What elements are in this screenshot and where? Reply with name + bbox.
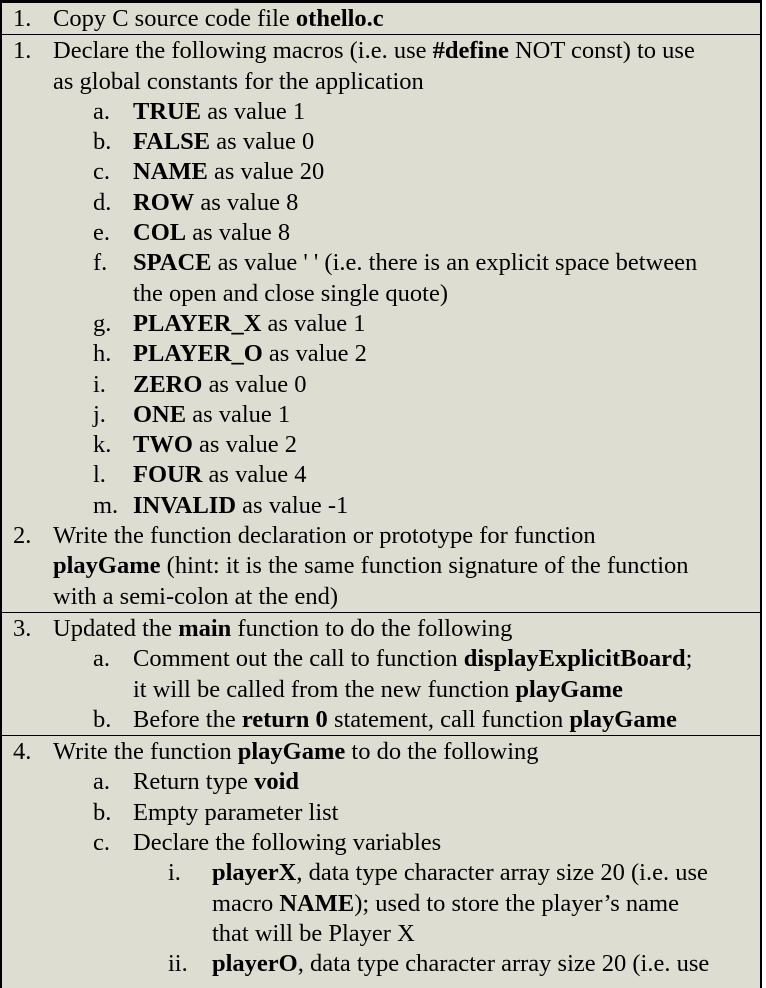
list-item: [2, 430, 760, 460]
list-item-line: [133, 248, 760, 278]
list-item-label: c.: [93, 829, 110, 857]
list-item-line: [133, 460, 760, 490]
list-item-label: b.: [93, 705, 112, 733]
text-run: the open and close single quote): [133, 279, 449, 307]
list-item-line: [133, 339, 760, 369]
text-run: that will be Player X: [212, 919, 415, 947]
list-item-label: f.: [93, 249, 108, 277]
text-run: Write the function declaration or prototype for function: [53, 522, 596, 550]
list-item-line: [133, 127, 760, 157]
list-item: [2, 798, 760, 828]
bold-term: FALSE: [133, 128, 211, 156]
list-item-line: [133, 644, 760, 674]
list-item: [2, 858, 760, 949]
table-row-section-2: [2, 35, 760, 613]
list-item-label: c.: [93, 158, 110, 186]
text-run: as global constants for the application: [53, 67, 424, 95]
list-item-line: [212, 889, 760, 919]
list-item-line: [53, 67, 760, 97]
list-item: [2, 828, 760, 858]
bold-term: playGame: [53, 552, 161, 580]
list-item-label: l.: [93, 461, 106, 489]
text-run: as value 8: [186, 219, 291, 247]
list-item-line: [133, 675, 760, 705]
bold-term: PLAYER_X: [133, 309, 262, 337]
text-run: Declare the following macros (i.e. use: [53, 37, 433, 65]
list-item-line: [212, 949, 760, 979]
list-item-label: 3.: [13, 614, 32, 642]
list-item-line: [133, 400, 760, 430]
text-run: Declare the following variables: [133, 829, 442, 857]
table-row-section-3: [2, 613, 760, 736]
list-item: [2, 521, 760, 612]
text-run: , data type character array size 20 (i.e. use: [297, 950, 710, 978]
list-item: [2, 400, 760, 430]
bold-term: displayExplicitBoard: [463, 645, 686, 673]
text-run: as value 0: [202, 370, 307, 398]
list-item-label: d.: [93, 188, 112, 216]
bold-term: ONE: [133, 400, 187, 428]
text-run: it will be called from the new function: [133, 675, 516, 703]
list-item-label: i.: [168, 859, 181, 887]
list-item: [2, 188, 760, 218]
list-item-line: [133, 491, 760, 521]
text-run: as value 2: [192, 431, 297, 459]
list-item: [2, 127, 760, 157]
table-row-section-4: [2, 736, 760, 979]
list-item-line: [53, 582, 760, 612]
list-item-label: j.: [93, 400, 106, 428]
text-run: Empty parameter list: [133, 798, 339, 826]
list-item: [2, 737, 760, 767]
list-item: [2, 949, 760, 979]
list-item: [2, 4, 760, 34]
list-item: [2, 644, 760, 705]
list-item-line: [53, 521, 760, 551]
list-item-line: [133, 828, 760, 858]
text-run: (hint: it is the same function signature of the function: [160, 552, 689, 580]
bold-term: playGame: [515, 675, 623, 703]
text-run: Comment out the call to function: [133, 645, 464, 673]
text-run: ;: [685, 645, 693, 673]
text-run: NOT const) to use: [508, 37, 695, 65]
bold-term: COL: [133, 219, 187, 247]
text-run: ); used to store the player’s name: [354, 889, 679, 917]
list-item-line: [53, 614, 760, 644]
list-item-line: [133, 309, 760, 339]
list-item-line: [133, 97, 760, 127]
bold-term: #define: [432, 37, 509, 65]
list-item-line: [133, 188, 760, 218]
list-item-label: b.: [93, 128, 112, 156]
list-item-label: k.: [93, 431, 112, 459]
bold-term: NAME: [133, 158, 208, 186]
text-run: Write the function: [53, 738, 238, 766]
list-item: [2, 705, 760, 735]
list-item-label: a.: [93, 645, 110, 673]
text-run: as value ' ' (i.e. there is an explicit space between: [211, 249, 698, 277]
list-item-label: 1.: [13, 37, 32, 65]
list-item-label: h.: [93, 340, 112, 368]
text-run: with a semi-colon at the end): [53, 582, 339, 610]
list-item-label: g.: [93, 309, 112, 337]
text-run: as value 4: [202, 461, 307, 489]
list-item: [2, 36, 760, 97]
bold-term: playGame: [569, 705, 677, 733]
list-item-line: [133, 218, 760, 248]
list-item: [2, 97, 760, 127]
list-item: [2, 218, 760, 248]
list-item-label: 1.: [13, 5, 32, 32]
list-item: [2, 339, 760, 369]
list-item: [2, 157, 760, 187]
text-run: as value 0: [210, 128, 315, 156]
bold-term: main: [178, 614, 232, 642]
list-item-line: [212, 858, 760, 888]
bold-term: playerO: [212, 950, 298, 978]
list-item-line: [133, 767, 760, 797]
text-run: as value 8: [194, 188, 299, 216]
text-run: Copy C source code file: [53, 5, 296, 32]
list-item-label: a.: [93, 768, 110, 796]
list-item: [2, 767, 760, 797]
list-item-line: [53, 36, 760, 66]
bold-term: TWO: [133, 431, 193, 459]
bold-term: ZERO: [133, 370, 203, 398]
text-run: Return type: [133, 768, 255, 796]
list-item: [2, 614, 760, 644]
list-item-line: [53, 737, 760, 767]
list-item-label: 4.: [13, 738, 32, 766]
text-run: as value 20: [207, 158, 325, 186]
text-run: as value 2: [262, 340, 367, 368]
list-item-line: [133, 370, 760, 400]
text-run: Before the: [133, 705, 242, 733]
list-item-label: a.: [93, 97, 110, 125]
bold-term: void: [254, 768, 300, 796]
list-item-label: 2.: [13, 522, 32, 550]
bold-term: return 0: [241, 705, 328, 733]
bold-term: INVALID: [133, 491, 237, 519]
text-run: as value -1: [236, 491, 349, 519]
list-item-label: i.: [93, 370, 106, 398]
list-item-label: e.: [93, 219, 110, 247]
text-run: as value 1: [201, 97, 306, 125]
bold-term: PLAYER_O: [133, 340, 263, 368]
list-item-line: [133, 279, 760, 309]
list-item: [2, 491, 760, 521]
list-item: [2, 370, 760, 400]
bold-term: othello.c: [295, 5, 384, 32]
list-item-line: [133, 705, 760, 735]
list-item-line: [53, 4, 760, 34]
bold-term: playGame: [237, 738, 346, 766]
bold-term: SPACE: [133, 249, 212, 277]
list-item-line: [53, 551, 760, 581]
list-item-line: [133, 157, 760, 187]
bold-term: ROW: [133, 188, 195, 216]
text-run: as value 1: [261, 309, 366, 337]
text-run: macro: [212, 889, 280, 917]
text-run: function to do the following: [231, 614, 513, 642]
list-item: [2, 460, 760, 490]
table-row-section-1: [2, 3, 760, 35]
text-run: , data type character array size 20 (i.e. use: [296, 859, 708, 887]
list-item-line: [133, 798, 760, 828]
text-run: as value 1: [186, 400, 291, 428]
bold-term: NAME: [279, 889, 355, 917]
text-run: statement, call function: [327, 705, 570, 733]
list-item-label: b.: [93, 798, 112, 826]
text-run: Updated the: [53, 614, 179, 642]
text-run: to do the following: [345, 738, 539, 766]
list-item-label: m.: [93, 491, 119, 519]
bold-term: FOUR: [133, 461, 203, 489]
list-item-line: [133, 430, 760, 460]
list-item-label: ii.: [168, 950, 188, 978]
list-item: [2, 248, 760, 309]
list-item-line: [212, 919, 760, 949]
bold-term: TRUE: [133, 97, 202, 125]
bold-term: playerX: [212, 859, 297, 887]
list-item: [2, 309, 760, 339]
